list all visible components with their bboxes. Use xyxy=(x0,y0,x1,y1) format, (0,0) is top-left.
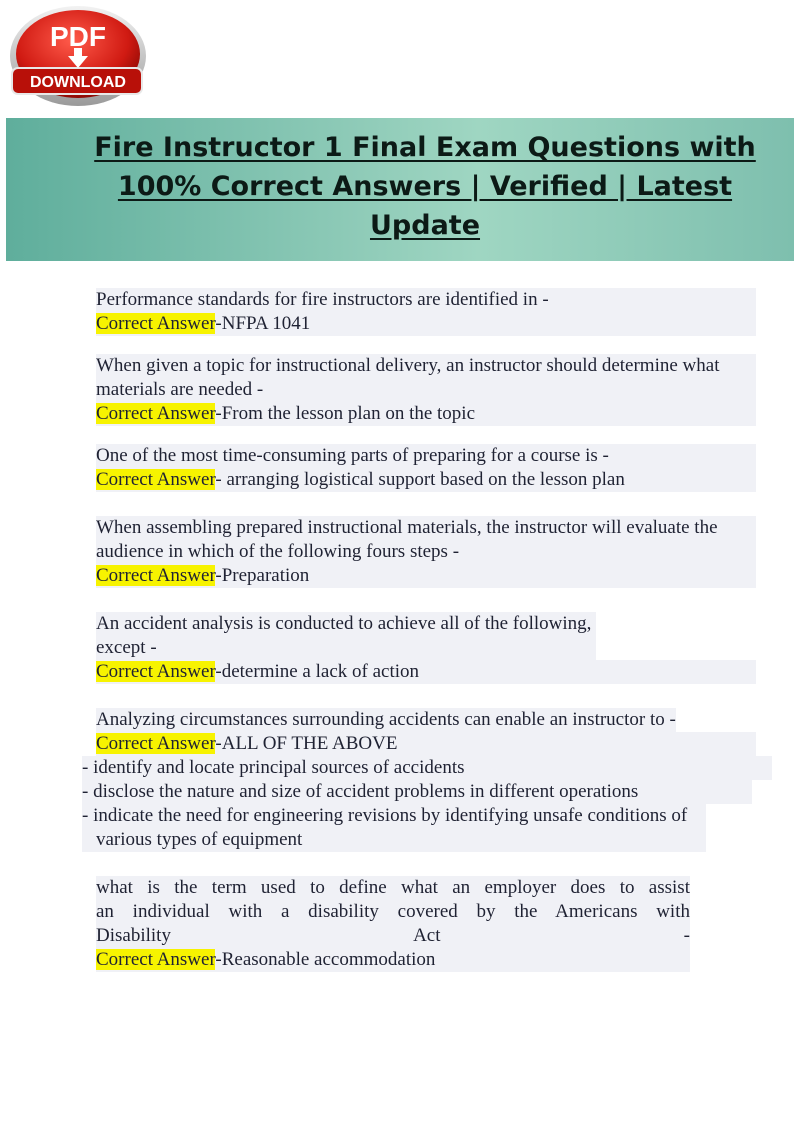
answer-text: - arranging logistical support based on the lesson plan xyxy=(215,469,625,490)
answer-label: Correct Answer xyxy=(96,469,216,490)
answer-label: Correct Answer xyxy=(96,313,216,334)
answer-label: Correct Answer xyxy=(96,733,216,754)
qa-item xyxy=(96,354,756,426)
qa-list xyxy=(82,288,756,990)
answer-text: -determine a lack of action xyxy=(215,661,420,682)
pdf-download-icon xyxy=(6,4,148,112)
question-line: an individual with a disability covered by the Americans with xyxy=(96,901,690,922)
answer-detail: - identify and locate principal sources of accidents xyxy=(82,756,772,780)
answer-text: -From the lesson plan on the topic xyxy=(215,403,476,424)
answer-label: Correct Answer xyxy=(96,661,216,682)
pdf-download-logo xyxy=(6,4,148,112)
qa-item xyxy=(96,288,756,336)
qa-item xyxy=(82,708,756,852)
logo-text-bottom: DOWNLOAD xyxy=(30,74,126,91)
answer-detail: - disclose the nature and size of accident problems in different operations xyxy=(82,780,752,804)
answer-label: Correct Answer xyxy=(96,565,216,586)
question-text: An accident analysis is conducted to achieve all of the following, except - xyxy=(96,612,596,660)
page-title: Fire Instructor 1 Final Exam Questions with 100% Correct Answers | Verified | Latest Update xyxy=(94,132,756,241)
answer-text: -Reasonable accommodation xyxy=(215,949,436,970)
question-text: Performance standards for fire instructors are identified in - xyxy=(96,288,756,312)
question-text: When given a topic for instructional delivery, an instructor should determine what materials are needed - xyxy=(96,354,756,402)
question-line: what is the term used to define what an employer does to assist xyxy=(96,877,690,898)
answer-text: -NFPA 1041 xyxy=(215,313,311,334)
question-text: Analyzing circumstances surrounding accidents can enable an instructor to - xyxy=(96,709,676,730)
answer-label: Correct Answer xyxy=(96,949,216,970)
answer-detail: - indicate the need for engineering revisions by identifying unsafe conditions of various types of equipment xyxy=(82,804,706,852)
answer-text: -Preparation xyxy=(215,565,310,586)
qa-item xyxy=(96,516,756,588)
qa-item xyxy=(96,444,756,492)
qa-item xyxy=(96,612,756,684)
question-text: When assembling prepared instructional materials, the instructor will evaluate the audience in which of the following fours steps - xyxy=(96,516,756,564)
question-line: Disability Act - xyxy=(96,925,690,946)
question-text: One of the most time-consuming parts of preparing for a course is - xyxy=(96,444,756,468)
answer-label: Correct Answer xyxy=(96,403,216,424)
logo-text-top: PDF xyxy=(50,21,106,52)
answer-text: -ALL OF THE ABOVE xyxy=(215,733,398,754)
qa-item xyxy=(96,876,690,972)
